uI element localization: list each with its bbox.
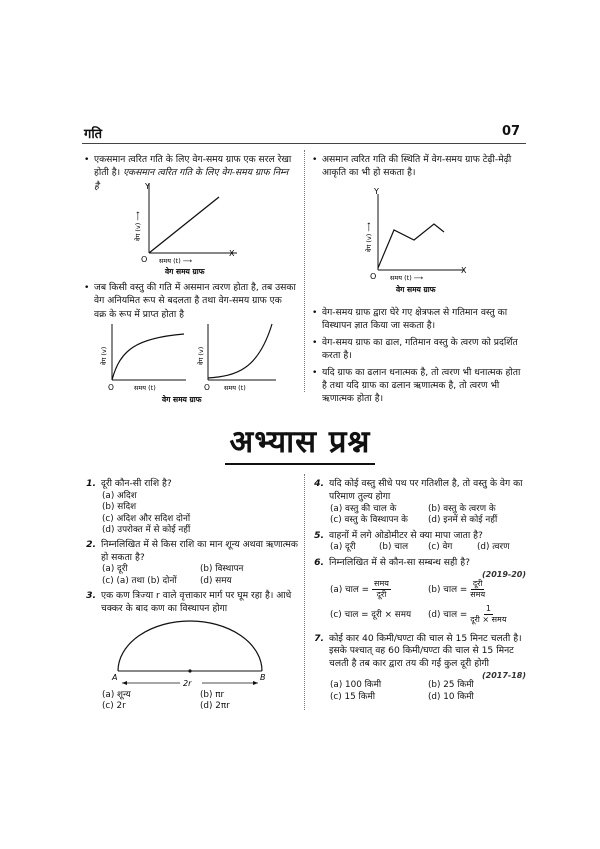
question-4: 4. यदि कोई वस्तु सीधे पथ पर गतिशील है, तो वस्तु के वेग का परिमाण तुल्य होगा [314, 478, 523, 502]
velocity-time-graph-zigzag [360, 188, 480, 296]
question-6-options: (a) चाल = समय दूरी (b) चाल = दूरी समय (c) चाल = दूरी × समय (d) चाल = 1 दूरी × समय [330, 578, 507, 624]
question-4-options: (a) वस्तु की चाल के (b) वस्तु के त्वरण के (c) वस्तु के विस्थापन के (d) इनमें से कोई नहीं [330, 503, 498, 526]
x-axis-label: समय (t) ⟶ [390, 274, 424, 282]
graph-caption: वेग समय ग्राफ [396, 285, 436, 294]
origin-label: O [370, 272, 377, 281]
y-axis-letter: Y [374, 188, 379, 196]
right-bullets [312, 306, 526, 409]
question-5: 5. वाहनों में लगे ओडोमीटर से क्या मापा जाता है? [314, 529, 483, 541]
graph-caption: वेग समय ग्राफ [165, 267, 205, 276]
question-7: 7. कोई कार 40 किमी/घण्टा की चाल से 15 मिनट चलती है। इसके पश्चात् वह 60 किमी/घण्टा की चाल से 15 मिनट चलती है तब कार द्वारा तय की गई कुल दूरी होगी [314, 632, 522, 670]
graph2-origin: O [108, 383, 114, 392]
section-title: अभ्यास प्रश्न [229, 424, 371, 460]
questions-right [310, 478, 526, 703]
question-7-year: (2017-18) [481, 671, 526, 681]
title-underline [225, 463, 375, 465]
graph2-xlabel: समय (t) [134, 384, 156, 392]
column-divider [304, 150, 305, 392]
questions-left [82, 478, 298, 713]
graph2-ylabel: वेग (v) [100, 346, 108, 365]
question-1: 1. दूरी कौन-सी राशि है? [86, 478, 172, 489]
left-bullet-2: • जब किसी वस्तु की गति में असमान त्वरण होता है, तब उसका वेग अनियमित रूप से बदलता है तथा वेग-समय ग्राफ एक वक्र के रूप में प्राप्त होता है [84, 281, 296, 321]
question-6-year: (2019-20) [481, 569, 526, 579]
question-column-divider [304, 474, 305, 710]
semicircle-figure [82, 616, 298, 688]
diameter-label: 2r [183, 678, 192, 688]
page-number: 07 [502, 124, 521, 139]
right-bullet-3: • वेग-समय ग्राफ का ढाल, गतिमान वस्तु के त्वरण को प्रदर्शित करता है। [312, 336, 526, 363]
question-1-options: (a) अदिश (b) सदिश (c) अदिश और सदिश दोनों (d) उपरोक्त में से कोई नहीं [102, 490, 191, 536]
question-5-options: (a) दूरी (b) चाल (c) वेग (d) त्वरण [330, 542, 510, 553]
velocity-time-graph-linear [125, 183, 255, 278]
x-axis-letter: X [461, 266, 467, 275]
graph3-ylabel: वेग (v) [197, 346, 205, 365]
question-2-options: (a) दूरी (b) विस्थापन (c) (a) तथा (b) दोनों (d) समय [102, 564, 244, 586]
velocity-time-graph-curves [96, 320, 296, 408]
origin-label: O [141, 255, 148, 264]
chapter-title: गति [84, 127, 103, 142]
right-bullet-1: • असमान त्वरित गति की स्थिति में वेग-समय ग्राफ टेढ़ी-मेढ़ी आकृति का भी हो सकता है। [312, 153, 526, 180]
question-3-options: (a) शून्य (b) πr (c) 2r (d) 2πr [102, 689, 230, 712]
question-7-options: (a) 100 किमी (b) 25 किमी (c) 15 किमी (d) 10 किमी [330, 680, 474, 702]
graph3-origin: O [204, 383, 210, 392]
x-axis-letter: X [229, 249, 235, 258]
question-6: 6. निम्नलिखित में से कौन-सा सम्बन्ध सही है? [314, 556, 470, 568]
graph3-xlabel: समय (t) [224, 384, 246, 392]
point-b: B [260, 672, 266, 682]
graph23-caption: वेग समय ग्राफ [162, 395, 202, 404]
left-bullet-1: • एकसमान त्वरित गति के लिए वेग-समय ग्राफ एक सरल रेखा होती है। एकसमान त्वरित गति के लिए वेग-समय ग्राफ निम्न है [84, 153, 296, 193]
x-axis-label: समय (t) ⟶ [159, 257, 193, 265]
right-bullet-4: • यदि ग्राफ का ढलान धनात्मक है, तो त्वरण भी धनात्मक होता है तथा यदि ग्राफ का ढलान ऋणात्मक है, तो त्वरण भी ऋणात्मक होता है। [312, 366, 526, 406]
y-axis-label: वेग (v) ⟶ [365, 222, 373, 252]
question-2: 2. निम्नलिखित में से किस राशि का मान शून्य अथवा ऋणात्मक हो सकता है? [86, 538, 298, 563]
y-axis-label: वेग (v) ⟶ [134, 211, 142, 241]
header-rule [82, 143, 526, 144]
point-a: A [112, 672, 118, 682]
y-axis-letter: Y [145, 183, 150, 191]
right-bullet-2: • वेग-समय ग्राफ द्वारा घेरे गए क्षेत्रफल से गतिमान वस्तु का विस्थापन ज्ञात किया जा सकता है। [312, 306, 526, 333]
question-3: 3. एक कण त्रिज्या r वाले वृत्ताकार मार्ग पर घूम रहा है। आधे चक्कर के बाद कण का विस्थापन होगा [86, 590, 292, 615]
